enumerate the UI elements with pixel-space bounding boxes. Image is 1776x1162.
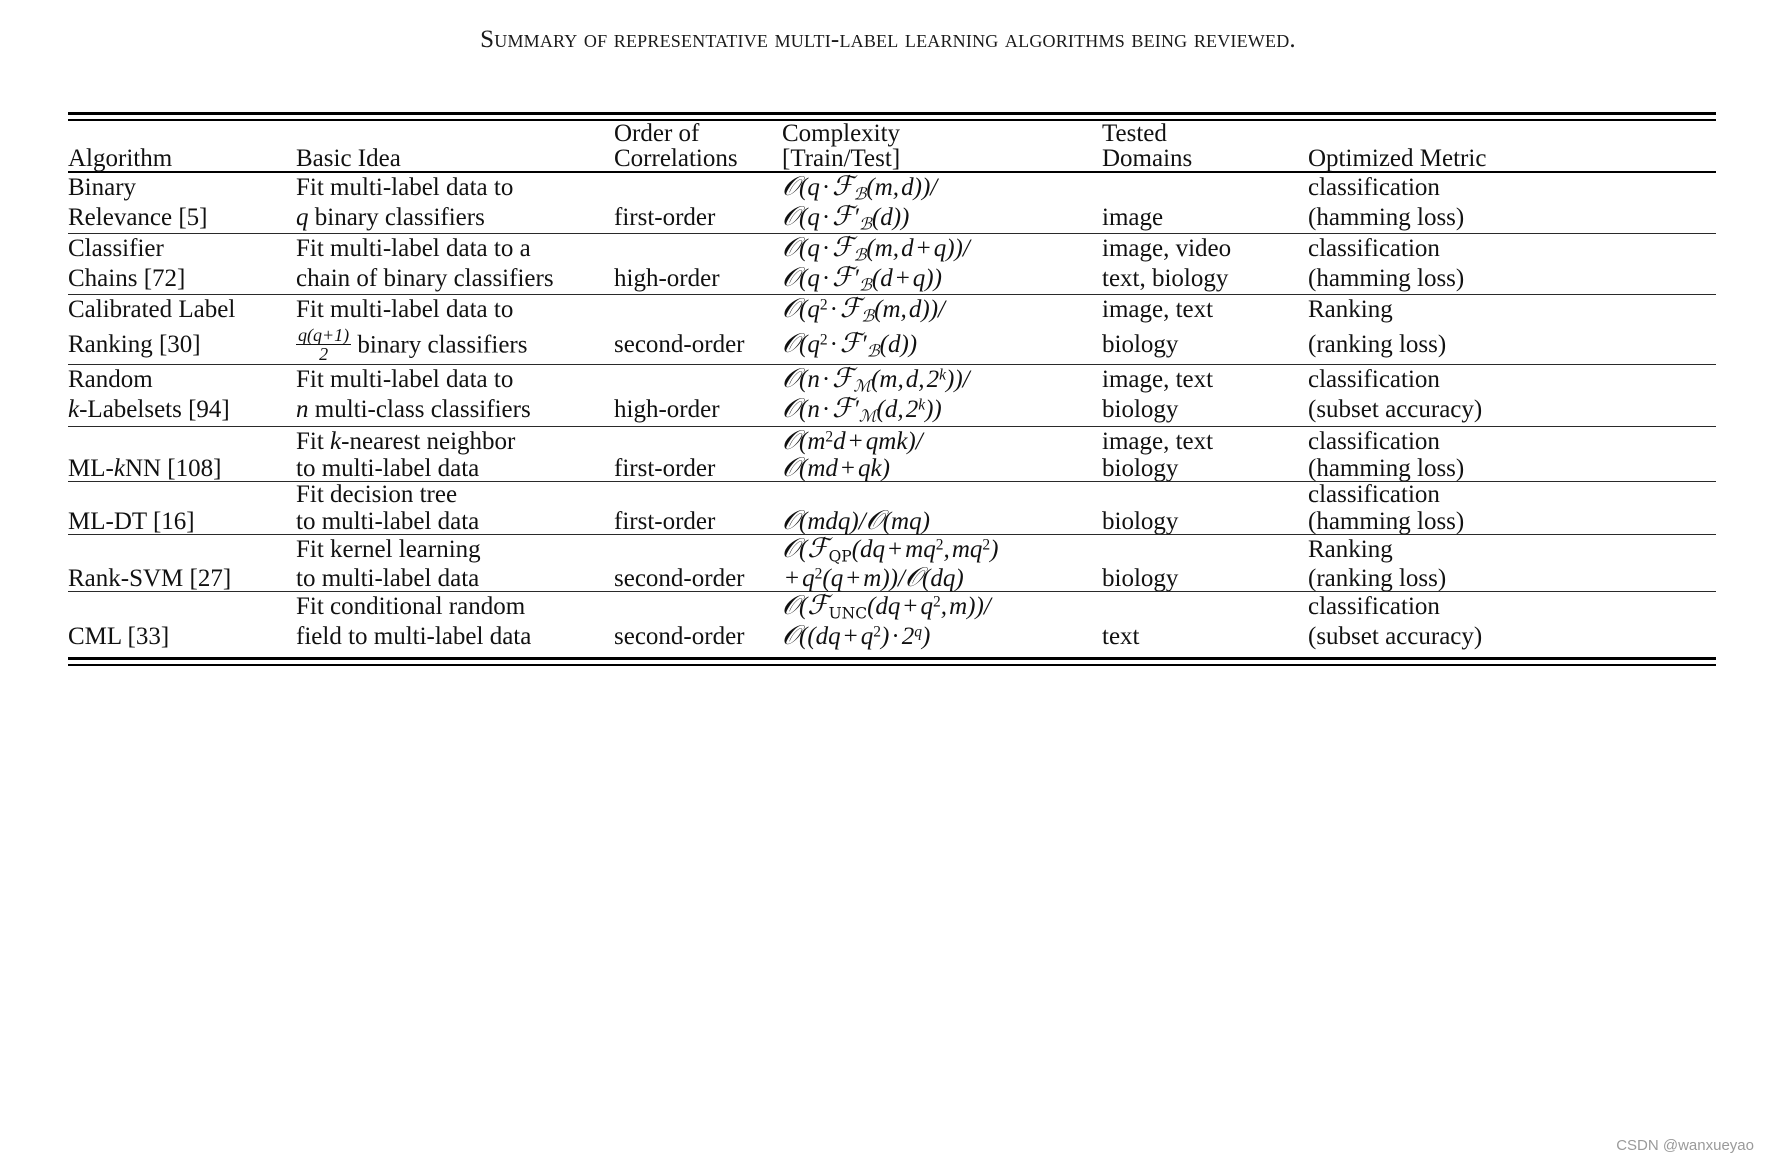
table-bottom-rule <box>68 657 1716 666</box>
row-ml-knn-algorithm-l1 <box>68 427 296 454</box>
row-calibrated-label-ranking-metric-l1: Ranking <box>1308 296 1393 324</box>
row-rank-svm-domains-l1 <box>1102 535 1308 565</box>
row-binary-relevance-idea-l1: Fit multi-label data to <box>296 174 514 201</box>
table-row <box>68 427 1716 454</box>
row-ml-dt-idea-l1: Fit decision tree <box>296 480 458 508</box>
row-cml-domains-l2: text <box>1102 623 1140 651</box>
row-calibrated-label-ranking-complexity-test: $𝒪(q^2\cdot ℱ'_ℬ(d))$ <box>782 327 918 361</box>
header-domains-l1: Tested <box>1102 120 1167 147</box>
row-rank-svm-idea-l2: to multi-label data <box>296 565 480 593</box>
row-ml-dt-metric-l2: (hamming loss) <box>1308 507 1465 535</box>
row-random-k-labelsets-domains-l2: biology <box>1102 396 1179 424</box>
row-rank-svm-complexity-test: + $q^2(q$ + m))/𝒪(dq) <box>785 562 964 594</box>
row-calibrated-label-ranking-idea-l1: Fit multi-label data to <box>296 296 514 324</box>
row-rank-svm-domains-l2: biology <box>1102 565 1179 593</box>
row-random-k-labelsets-complexity-train: 𝒪(n·ℱ$_ℳ$(m, d, 2$^k$))/ <box>782 363 970 396</box>
row-cml-complexity-test: 𝒪((dq + $q^2)\cdot 2^q$) <box>782 620 931 652</box>
row-classifier-chains-complexity-test: $𝒪(q\cdot ℱ'_ℬ(d + q))$ <box>782 262 942 295</box>
bottom-spacer <box>68 649 1716 657</box>
row-ml-knn-domains-l1: image, text <box>1102 427 1214 455</box>
header-correlations: Correlations <box>614 145 738 172</box>
row-binary-relevance-correlations: first-order <box>614 204 716 232</box>
row-classifier-chains-correlations: high-order <box>614 265 720 293</box>
table-row <box>68 622 1716 649</box>
table-row <box>68 454 1716 482</box>
table-container <box>68 112 1716 666</box>
table-row <box>68 365 1716 395</box>
csdn-watermark: CSDN @wanxueyao <box>1616 1137 1754 1154</box>
header-row-line2 <box>68 146 1716 172</box>
header-basic-idea: Basic Idea <box>296 145 401 172</box>
header-complexity: [Train/Test] <box>782 145 901 172</box>
row-classifier-chains-idea-l1: Fit multi-label data to a <box>296 235 531 263</box>
table-row <box>68 564 1716 592</box>
row-ml-knn-complexity-train: $𝒪(m^2d + qmk)/$ <box>782 424 923 456</box>
row-binary-relevance-domains-l1 <box>1102 173 1308 203</box>
table-row <box>68 482 1716 507</box>
row-ml-dt-algorithm-l1 <box>68 482 296 507</box>
row-calibrated-label-ranking-complexity-train: $𝒪(q^2\cdot ℱ_ℬ(m$, d))/ <box>782 293 945 327</box>
row-cml-algorithm-l1 <box>68 592 296 622</box>
row-binary-relevance-complexity-train: 𝒪(q·ℱ$_ℬ$(m, d))/ <box>782 171 938 204</box>
row-random-k-labelsets-correlations-l1 <box>614 365 782 395</box>
table-row <box>68 234 1716 264</box>
table-row <box>68 264 1716 295</box>
row-binary-relevance-idea-l2: q binary classifiers <box>296 204 485 232</box>
row-ml-dt-domains-l2: biology <box>1102 507 1179 535</box>
row-ml-knn-idea-l1: Fit k-nearest neighbor <box>296 427 516 455</box>
row-rank-svm-metric-l1: Ranking <box>1308 535 1393 563</box>
table-row <box>68 203 1716 234</box>
header-basic-idea-l1 <box>296 121 614 146</box>
header-metric: Optimized Metric <box>1308 145 1487 172</box>
header-domains: Domains <box>1102 145 1193 172</box>
row-calibrated-label-ranking-domains-l2: biology <box>1102 330 1179 358</box>
row-rank-svm-algorithm-l1 <box>68 535 296 565</box>
row-binary-relevance-domains-l2: image <box>1102 204 1164 232</box>
row-cml-domains-l1 <box>1102 592 1308 622</box>
row-ml-dt-algorithm-l2: ML-DT [16] <box>68 507 195 535</box>
row-ml-knn-correlations: first-order <box>614 454 716 482</box>
row-ml-knn-metric-l2: (hamming loss) <box>1308 454 1465 482</box>
row-classifier-chains-idea-l2: chain of binary classifiers <box>296 265 554 293</box>
row-random-k-labelsets-algorithm-l1: Random <box>68 366 153 394</box>
row-rank-svm-algorithm-l2: Rank-SVM [27] <box>68 565 232 593</box>
row-rank-svm-correlations-l1 <box>614 535 782 565</box>
row-cml-correlations: second-order <box>614 623 745 651</box>
row-random-k-labelsets-metric-l2: (subset accuracy) <box>1308 396 1483 424</box>
row-random-k-labelsets-idea-l1: Fit multi-label data to <box>296 366 514 394</box>
row-classifier-chains-metric-l2: (hamming loss) <box>1308 265 1465 293</box>
row-random-k-labelsets-domains-l1: image, text <box>1102 366 1214 394</box>
table-row <box>68 535 1716 565</box>
row-ml-dt-idea-l2: to multi-label data <box>296 507 480 535</box>
row-binary-relevance-complexity-test: $𝒪(q\cdot ℱ'_ℬ(d))$ <box>782 201 910 234</box>
table-row <box>68 326 1716 365</box>
table-row <box>68 592 1716 622</box>
row-random-k-labelsets-metric-l1: classification <box>1308 366 1440 394</box>
table-row <box>68 395 1716 426</box>
row-random-k-labelsets-idea-l2: n multi-class classifiers <box>296 396 531 424</box>
row-calibrated-label-ranking-domains-l1: image, text <box>1102 296 1214 324</box>
caption-text: Summary of representative multi-label learning algorithms being reviewed. <box>480 26 1296 53</box>
table-row <box>68 507 1716 535</box>
header-algorithm-l1 <box>68 121 296 146</box>
header-row-line1 <box>68 121 1716 146</box>
table-caption <box>0 0 1776 54</box>
row-random-k-labelsets-complexity-test: $𝒪(n\cdot ℱ'_ℳ(d$, 2$^k$)) <box>782 393 942 427</box>
row-ml-knn-idea-l2: to multi-label data <box>296 454 480 482</box>
row-calibrated-label-ranking-idea-l2: $\frac{q(q+1)}{2}$ binary classifiers <box>298 324 528 365</box>
row-ml-dt-correlations: first-order <box>614 507 716 535</box>
row-binary-relevance-correlations-l1 <box>614 173 782 203</box>
row-calibrated-label-ranking-algorithm-l1: Calibrated Label <box>68 296 236 324</box>
row-calibrated-label-ranking-metric-l2: (ranking loss) <box>1308 330 1447 358</box>
row-ml-knn-complexity-test: 𝒪(md + qk) <box>782 451 890 483</box>
row-binary-relevance-algorithm-l2: Relevance [5] <box>68 204 208 232</box>
header-correlations-l1: Order of <box>614 120 700 147</box>
row-ml-dt-complexity-test: 𝒪(mdq)/𝒪(mq) <box>782 504 930 536</box>
row-ml-knn-domains-l2: biology <box>1102 454 1179 482</box>
row-ml-knn-correlations-l1 <box>614 427 782 454</box>
row-cml-metric-l1: classification <box>1308 593 1440 621</box>
row-calibrated-label-ranking-correlations: second-order <box>614 330 745 358</box>
row-cml-idea-l1: Fit conditional random <box>296 593 526 621</box>
row-binary-relevance-metric-l2: (hamming loss) <box>1308 204 1465 232</box>
row-ml-dt-correlations-l1 <box>614 482 782 507</box>
row-classifier-chains-algorithm-l1: Classifier <box>68 235 164 263</box>
header-complexity-l1: Complexity <box>782 120 901 147</box>
row-ml-knn-metric-l1: classification <box>1308 427 1440 455</box>
row-classifier-chains-domains-l1: image, video <box>1102 235 1232 263</box>
row-ml-dt-complexity-train <box>782 482 1102 507</box>
row-calibrated-label-ranking-algorithm-l2: Ranking [30] <box>68 330 201 358</box>
row-binary-relevance-algorithm-l1: Binary <box>68 174 137 201</box>
row-cml-complexity-train: 𝒪(ℱ$_{UNC}$(dq + $q^2$, m))/ <box>782 590 991 623</box>
table-row <box>68 173 1716 203</box>
row-classifier-chains-correlations-l1 <box>614 234 782 264</box>
algorithms-table <box>68 121 1716 657</box>
row-rank-svm-complexity-train: 𝒪(ℱ$_{QP}$(dq + $mq^2$, $mq^2$) <box>782 532 999 565</box>
row-random-k-labelsets-correlations: high-order <box>614 396 720 424</box>
fraction-q-q-plus-1-over-2: $\frac{q(q+1)}{2}$ <box>298 324 350 365</box>
header-algorithm: Algorithm <box>68 145 173 172</box>
row-calibrated-label-ranking-correlations-l1 <box>614 295 782 325</box>
row-cml-correlations-l1 <box>614 592 782 622</box>
row-cml-algorithm-l2: CML [33] <box>68 623 170 651</box>
row-classifier-chains-complexity-train: 𝒪(q·ℱ$_ℬ$(m, d + q))/ <box>782 232 970 265</box>
row-cml-idea-l2: field to multi-label data <box>296 623 532 651</box>
row-rank-svm-correlations: second-order <box>614 565 745 593</box>
row-rank-svm-idea-l1: Fit kernel learning <box>296 535 481 563</box>
header-metric-l1 <box>1308 121 1716 146</box>
row-ml-dt-metric-l1: classification <box>1308 480 1440 508</box>
row-rank-svm-metric-l2: (ranking loss) <box>1308 565 1447 593</box>
table-row <box>68 295 1716 325</box>
row-classifier-chains-metric-l1: classification <box>1308 235 1440 263</box>
row-binary-relevance-metric-l1: classification <box>1308 174 1440 201</box>
row-classifier-chains-algorithm-l2: Chains [72] <box>68 265 186 293</box>
row-ml-knn-algorithm-l2: ML-kNN [108] <box>68 454 222 482</box>
row-random-k-labelsets-algorithm-l2: k-Labelsets [94] <box>68 396 230 424</box>
row-classifier-chains-domains-l2: text, biology <box>1102 265 1229 293</box>
row-cml-metric-l2: (subset accuracy) <box>1308 623 1483 651</box>
row-ml-dt-domains-l1 <box>1102 482 1308 507</box>
